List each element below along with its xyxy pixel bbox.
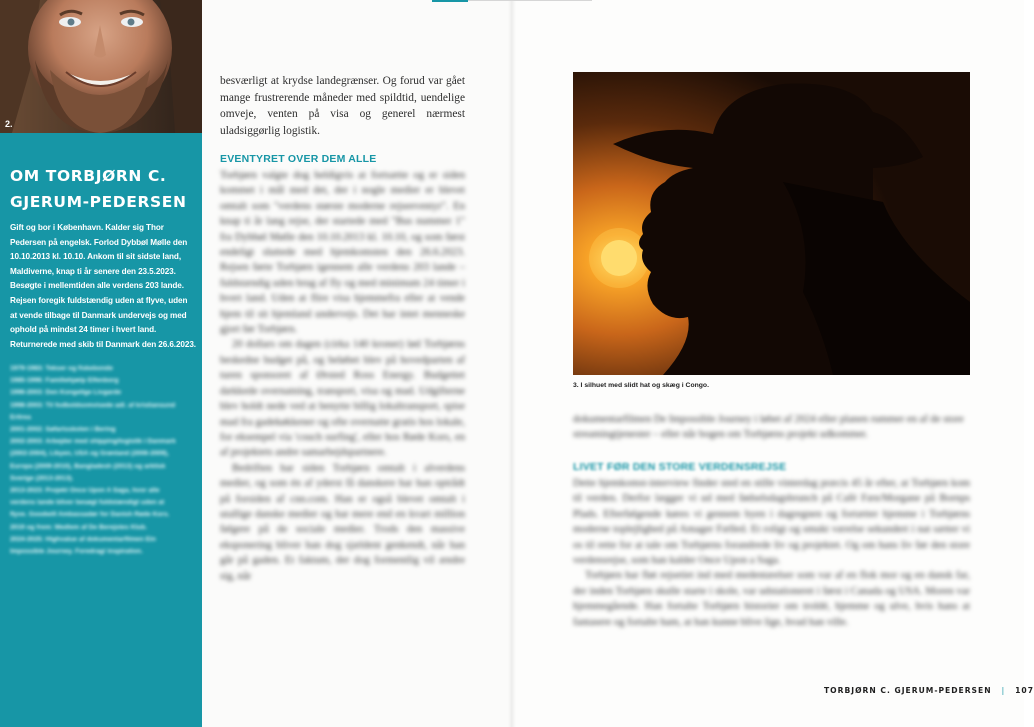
top-rule bbox=[468, 0, 592, 1]
timeline-entry: Europa (2009-2010), Bangladesh (2013) og arktisk bbox=[10, 462, 166, 470]
sidebar-timeline bbox=[10, 363, 192, 558]
timeline-entry: 2013-2023: Projekt Once Upon A Saga, hvor alle bbox=[10, 487, 160, 495]
section-heading-1: EVENTYRET OVER DEM ALLE bbox=[220, 153, 377, 165]
timeline-entry: 1979-1983: Tekser og fiskebonde bbox=[10, 365, 113, 372]
section-heading-2: LIVET FØR DEN STORE VERDENSREJSE bbox=[573, 461, 787, 473]
body-paragraph: Bedriften har siden Torbjørn omtalt i alverdens medier, og som én af yderst få danskere har han optrådt på forsiden af cnn.com. Han er også blevet omtalt i utallige danske medier og har mere end en kvart million følgere på de sociale medier. Trods den massive eksponering bliver han dog sjældent genkendt, når han går på gaden. Et faktum, der dog formentlig vil ændre sig, når bbox=[220, 462, 465, 582]
silhouette-image bbox=[573, 72, 970, 375]
timeline-entry: 1996-2003: Den Kongelige Livgarde bbox=[10, 389, 122, 397]
timeline-entry: flyve. Goodwill Ambassadør for Danish Røde Kors. bbox=[10, 511, 170, 519]
book-spine bbox=[508, 0, 516, 727]
sidebar-title: OM TORBJØRN C. GJERUM-PEDERSEN bbox=[10, 167, 187, 211]
body-paragraph: 20 dollars om dagen (cirka 140 kroner) lød Torbjørns beskedne budget på, og beløbet blev på hovedparten af turen sponsoret af Ørsted Ross Energy. Budgettet dækkede overnatning, transport, visa og mad. Udgifterne blev holdt nede ved at benytte billig lokaltransport, spise mad fra gadekøkkener og ofte overnatte gratis hos lokale, for eksempel via 'couch surfing', eller hos Røde Kors, en af projektets andre samarbejdspartnere. bbox=[220, 339, 465, 459]
timeline-entry: 1985-1996: Familiehjælp Elfenborg bbox=[10, 377, 119, 385]
page-footer bbox=[824, 686, 1034, 695]
body-paragraph: Torbjørn valgte dog heldigvis at fortsætte og er siden kommet i mål med det, der i nogle medier er blevet omtalt som "verdens største moderne rejseeventyr". En knap ti år lang rejse, der startede med "Bus nummer 1" fra Dybbøl Mølle den 10.10.2013 kl. 10.10, og som først endeligt sluttede med hjemkomsten den 26.6.2023. Rejsen førte Torbjørn igennem alle verdens 203 lande – fuldstændig uden brug af fly og med minimum 24 timer i hvert land. Uden at flire visa hjemmefra eller at vende hjem til sit hjemland undervejs. Det har intet menneske gjort før Torbjørn. bbox=[220, 170, 465, 336]
right-column-intro bbox=[573, 412, 970, 443]
timeline-entry: (2002-2004), Libyen, USA og Grønland (2006-2009), bbox=[10, 450, 169, 458]
timeline-entry: 2001-2002: Søfartsskolen i Bering bbox=[10, 426, 116, 434]
portrait-image bbox=[0, 0, 202, 133]
timeline-entry: 2002-2003: Arbejder med shipping/logistik i Danmark bbox=[10, 438, 176, 446]
timeline-entry: Impossible Journey. Foredrag/ inspiration. bbox=[10, 548, 143, 556]
info-sidebar bbox=[0, 133, 202, 727]
silhouette-photo bbox=[573, 72, 970, 375]
timeline-entry: 2024-2025: Highvalue af dokumentarfilmen Ein bbox=[10, 535, 156, 543]
body-paragraph: Dette hjemkomst-interview finder sted en stille vinterdag præcis 45 år efter, at Torbjørn kom til verden. Derfor lægger vi ud med fødselsdagsbrunch på Café Fæn/Morgane på Bornps Plads. Efterfølgende køres vi gennem byen i dagregnen og fortætter hjemme i Torbjørns moderne toplejlighed på Amager Fælled. Et roligt og smukt værelse sekundert i nat sætter vi os til rette for at tale om Torbjørns forandrede liv og projektet. Og om hans liv før den store verdensrejse, som han kalder Once Upon a Saga. bbox=[573, 478, 970, 567]
page-number: 107 bbox=[1015, 686, 1034, 695]
top-accent-bar bbox=[432, 0, 468, 2]
timeline-entry: Eritrea bbox=[10, 413, 31, 421]
footer-separator: | bbox=[1001, 686, 1006, 695]
timeline-entry: 1998-2003: Til fodboldsomvisede adl. af kristiansund bbox=[10, 401, 176, 409]
portrait-number: 2. bbox=[5, 119, 13, 129]
intro-paragraph: besværligt at krydse landegrænser. Og forud var gået mange frustrerende måneder med spildtid, uendelige omveje, venten på visa og generel nærmest uladsiggørlig logistik. bbox=[220, 75, 465, 137]
footer-running-title: TORBJØRN C. GJERUM-PEDERSEN bbox=[824, 686, 992, 695]
photo-caption: 3. I silhuet med slidt hat og skæg i Congo. bbox=[573, 382, 709, 389]
left-column-body bbox=[220, 168, 465, 584]
sidebar-bio: Gift og bor i København. Kalder sig Thor Pedersen på engelsk. Forlod Dybbøl Mølle den 10.10.2013 kl. 10.10. Ankom til sit sidste land, Maldiverne, knap ti år senere den 23.5.2023. Besøgte i mellemtiden alle verdens 203 lande. Rejsen foregik fuldstændig uden at flyve, uden at vende tilbage til Danmark undervejs og med ophold på mindst 24 timer i hvert land. Returnerede med skib til Danmark den 26.6.2023. bbox=[10, 223, 196, 349]
left-column-intro bbox=[220, 73, 465, 139]
timeline-entry: Sverige (2013-2013). bbox=[10, 474, 74, 482]
body-paragraph: Torbjørn har fløt rejsetiet ind med medentæelser som var af en flok mor og en dansk far, der inden Torbjørn skulle starte i skole, var udstationeret i først i Canada og USA. Moren var hjemmegående. Han fortalte Torbjørn historier om troldé, hjemme og ulve, hvis hans at fantasere og fortalte ham, at han kunne blive lige, hvad han ville. bbox=[573, 570, 970, 628]
portrait-photo bbox=[0, 0, 202, 133]
timeline-entry: verdens lande bliver besøgt fuldstændigt uden at bbox=[10, 499, 165, 507]
timeline-entry: 2019 og frem: Medlem af De Berejstes Klub. bbox=[10, 523, 148, 531]
right-column-body bbox=[573, 476, 970, 630]
continuation-paragraph: dokumentarfilmen De Impossible Journey i løbet af 2024 eller planen rummer en af de store streamingtjenester – eller når bogen om Torbjørns projekt udkommer. bbox=[573, 414, 964, 441]
